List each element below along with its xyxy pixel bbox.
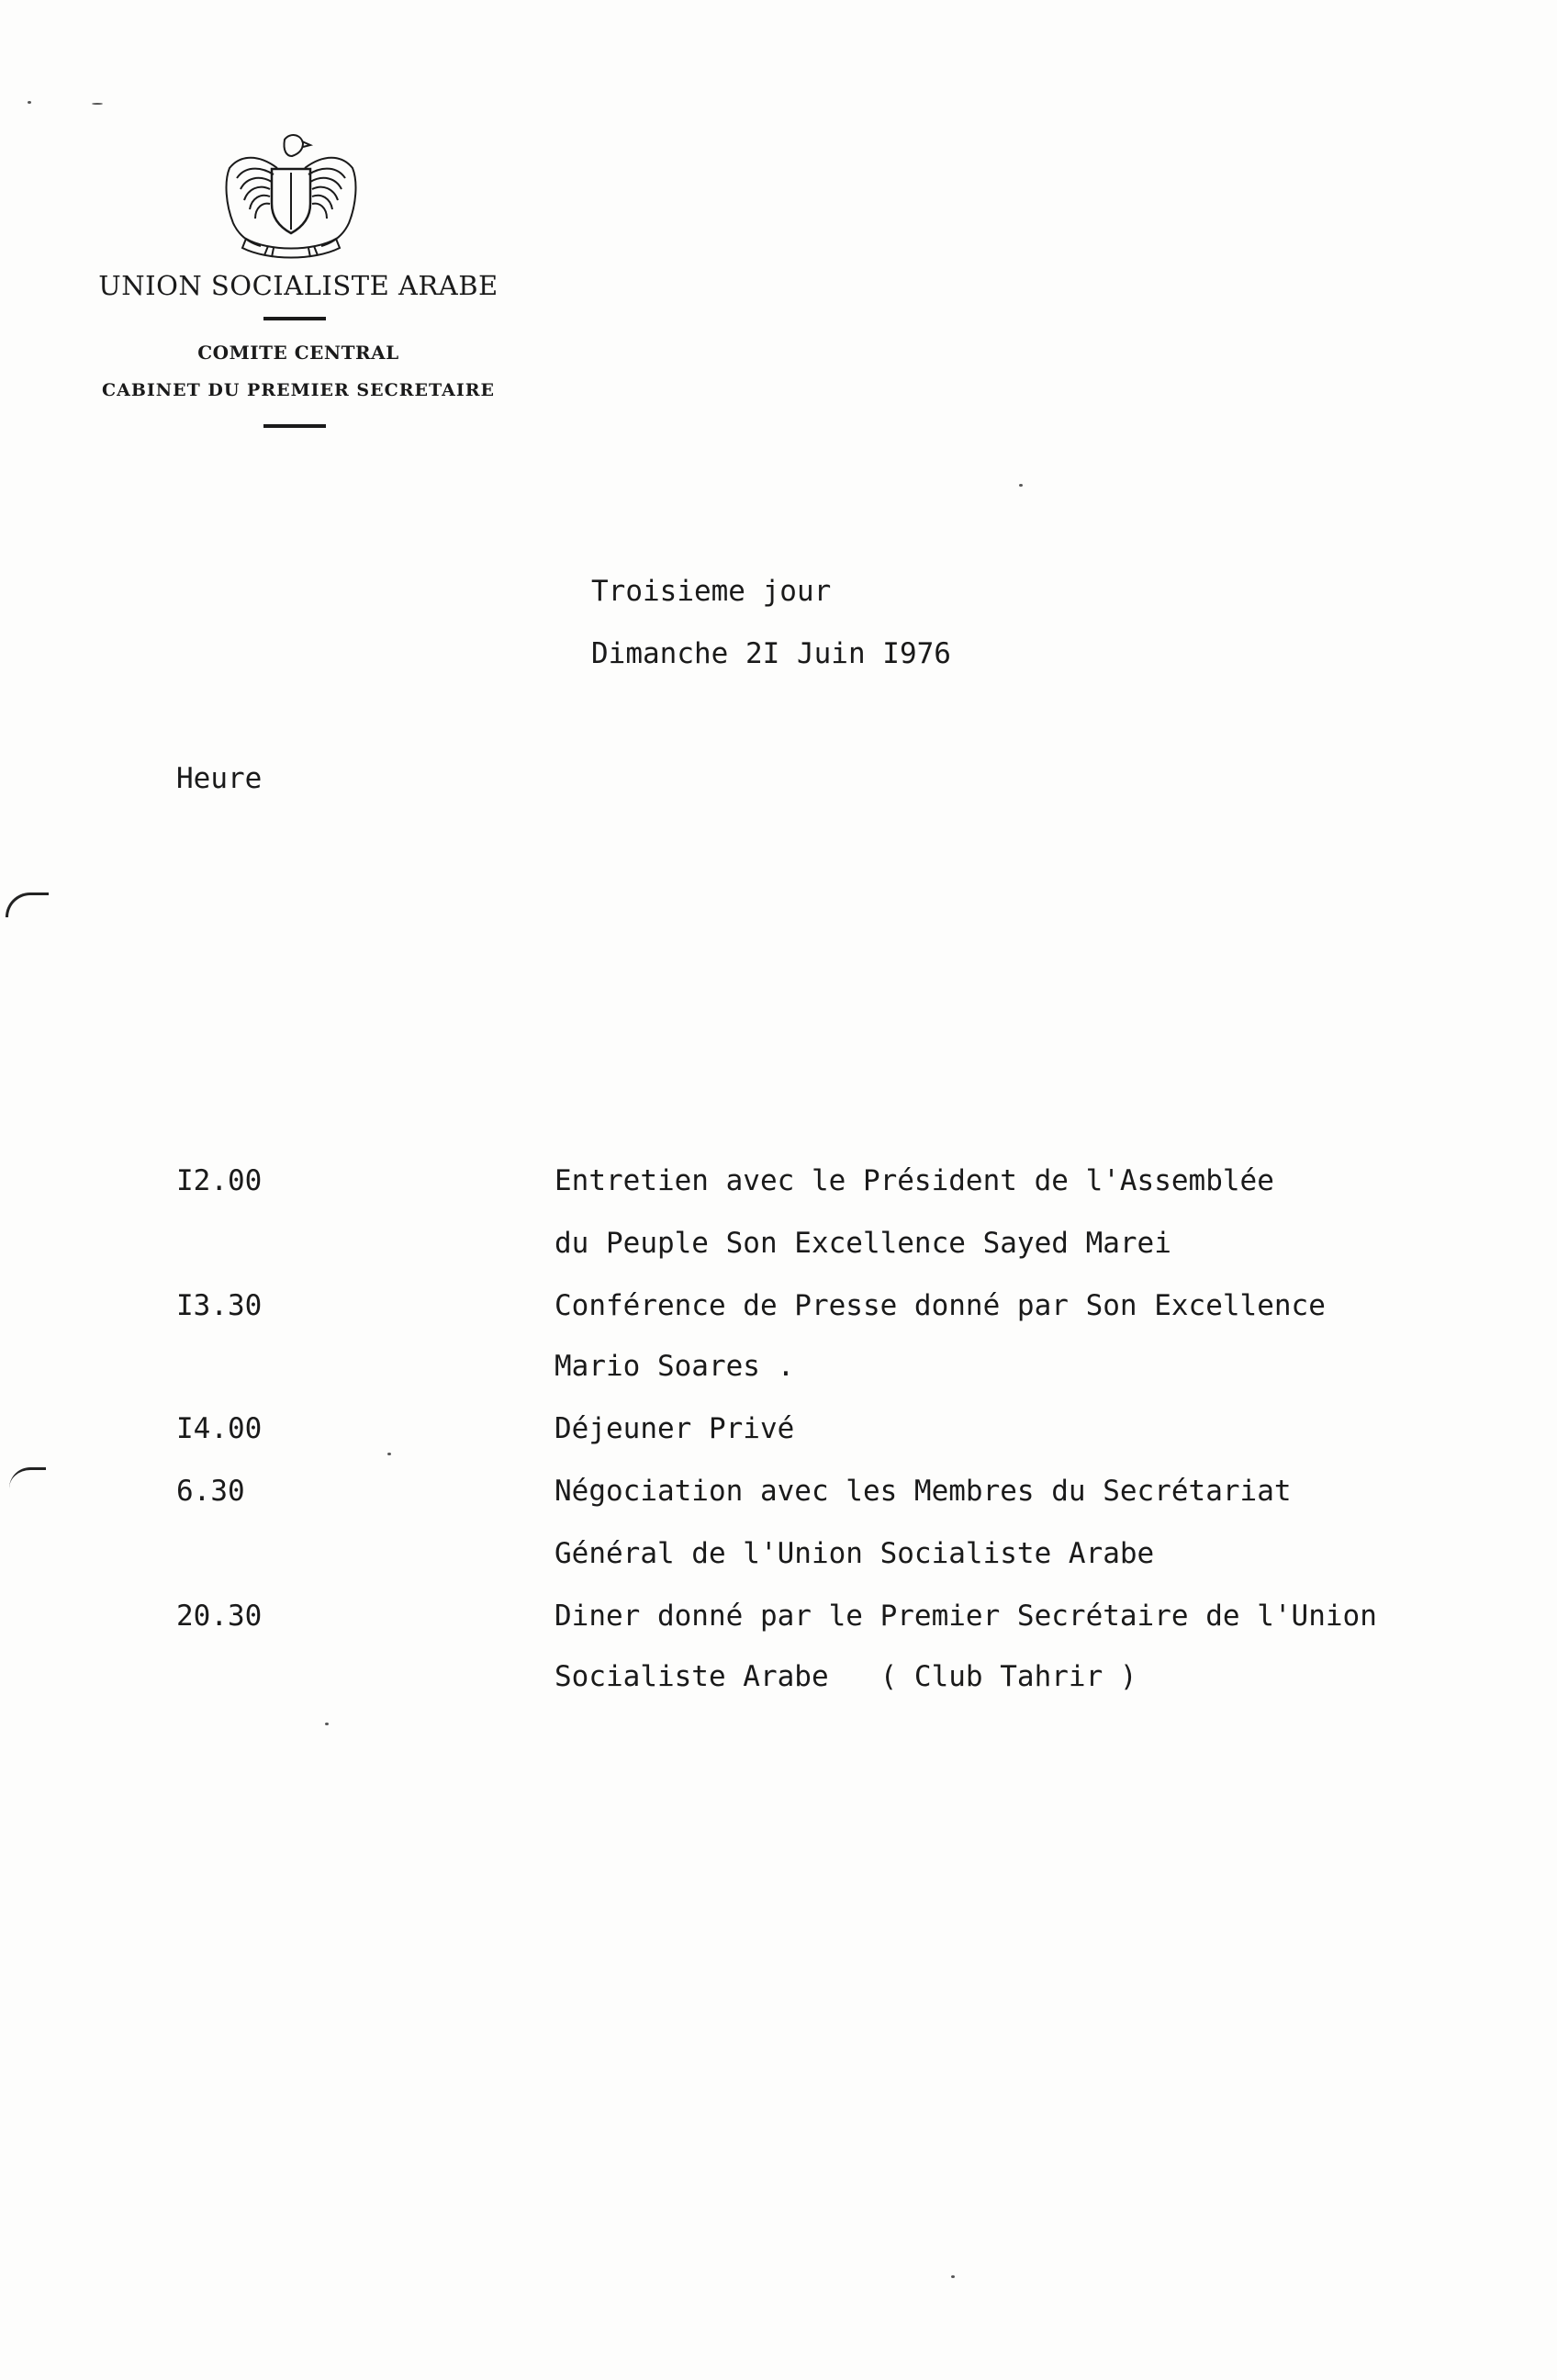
organization-name: UNION SOCIALISTE ARABE [98,270,498,301]
committee-name: COMITE CENTRAL [197,342,399,364]
schedule-description-line: Conférence de Presse donné par Son Excellence [554,1289,1326,1322]
schedule-time: I3.30 [176,1289,263,1322]
day-label: Troisieme jour [591,575,832,608]
schedule-description-line: Mario Soares . [554,1350,795,1383]
date-line: Dimanche 2I Juin I976 [591,637,951,670]
eagle-emblem-icon [213,127,369,264]
cabinet-name: CABINET DU PREMIER SECRETAIRE [101,380,496,400]
scan-speck [92,103,103,105]
schedule-time: 6.30 [176,1475,245,1508]
scan-speck [28,101,31,104]
schedule-time: 20.30 [176,1600,263,1633]
scan-speck [387,1453,391,1455]
schedule-description-line: Diner donné par le Premier Secrétaire de l'Union [554,1600,1377,1633]
schedule-description-line: Déjeuner Privé [554,1412,795,1445]
schedule-description-line: Négociation avec les Membres du Secrétariat [554,1475,1292,1508]
letterhead-divider [263,424,326,428]
schedule-description-line: Socialiste Arabe ( Club Tahrir ) [554,1660,1137,1693]
schedule-description-line: Entretien avec le Président de l'Assemblée [554,1164,1274,1197]
scan-speck [1019,484,1023,487]
schedule-time: I4.00 [176,1412,263,1445]
schedule-time: I2.00 [176,1164,263,1197]
scan-mark [9,1467,46,1488]
scan-speck [951,2275,955,2278]
scan-mark [6,892,49,917]
schedule-description-line: du Peuple Son Excellence Sayed Marei [554,1227,1171,1260]
scan-speck [325,1723,329,1725]
letterhead-divider [263,317,326,320]
schedule-description-line: Général de l'Union Socialiste Arabe [554,1537,1155,1570]
hour-column-header: Heure [176,762,263,795]
